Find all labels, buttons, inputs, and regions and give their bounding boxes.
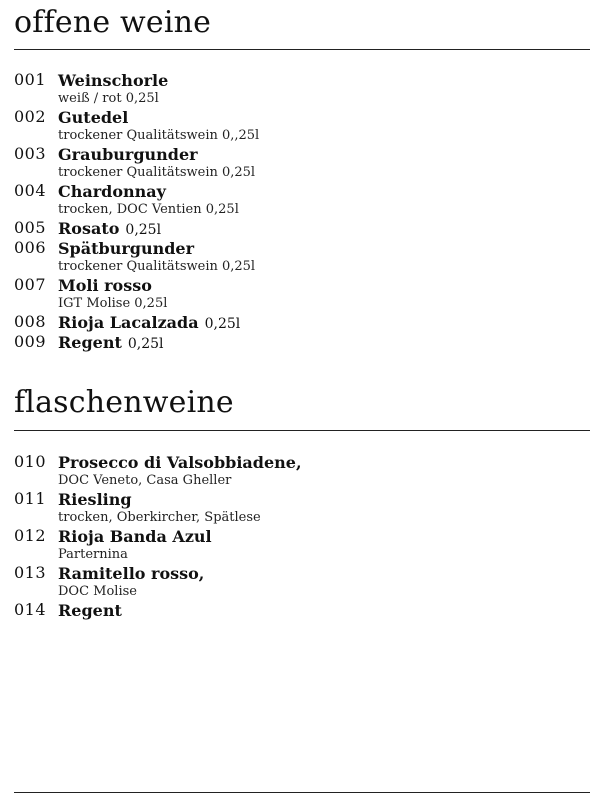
wine-item [14, 453, 590, 490]
section-title-flaschenweine: flaschenweine [14, 385, 234, 420]
wine-title-line [58, 276, 590, 295]
wine-title-line [58, 108, 590, 127]
wine-name: Rioja Banda Azul [58, 527, 212, 546]
wine-number: 008 [14, 312, 47, 331]
wine-item [14, 145, 590, 182]
wine-volume: 0,25l [125, 222, 162, 238]
wine-description: trockener Qualitätswein 0,25l [58, 259, 256, 274]
wine-title-line [58, 239, 590, 258]
wine-item [14, 71, 590, 108]
wine-number: 010 [14, 452, 47, 471]
wine-description: trockener Qualitätswein 0,,25l [58, 128, 260, 143]
section-divider [14, 430, 590, 431]
wine-description: IGT Molise 0,25l [58, 296, 168, 311]
wine-name: Ramitello rosso, [58, 564, 205, 583]
wine-title-line [58, 333, 590, 353]
wine-name: Chardonnay [58, 182, 166, 201]
wine-number: 011 [14, 489, 47, 508]
wine-name: Grauburgunder [58, 145, 198, 164]
wine-list-flaschen [14, 453, 590, 620]
wine-item [14, 108, 590, 145]
wine-description: trocken, Oberkircher, Spätlese [58, 510, 261, 525]
wine-item [14, 333, 590, 353]
wine-name: Moli rosso [58, 276, 152, 295]
wine-title-line [58, 71, 590, 90]
wine-description: weiß / rot 0,25l [58, 91, 159, 106]
wine-item [14, 527, 590, 564]
wine-number: 009 [14, 332, 47, 351]
wine-item [14, 313, 590, 333]
wine-list-offene [14, 71, 590, 353]
wine-number: 014 [14, 600, 47, 619]
wine-name: Rosato [58, 219, 120, 238]
wine-title-line [58, 313, 590, 333]
wine-name: Regent [58, 601, 122, 620]
wine-title-line [58, 145, 590, 164]
wine-number: 002 [14, 107, 47, 126]
section-title-offene-weine: offene weine [14, 5, 212, 40]
wine-item [14, 601, 590, 620]
wine-description: Parternina [58, 547, 128, 562]
wine-item [14, 564, 590, 601]
wine-volume: 0,25l [127, 336, 164, 352]
wine-name: Riesling [58, 490, 132, 509]
page-bottom-divider [14, 792, 590, 793]
wine-name: Gutedel [58, 108, 129, 127]
wine-title-line [58, 527, 590, 546]
wine-title-line [58, 182, 590, 201]
wine-number: 003 [14, 144, 47, 163]
wine-name: Weinschorle [58, 71, 169, 90]
wine-name: Spätburgunder [58, 239, 194, 258]
wine-item [14, 276, 590, 313]
wine-title-line [58, 219, 590, 239]
wine-volume: 0,25l [204, 316, 241, 332]
wine-number: 007 [14, 275, 47, 294]
section-divider [14, 49, 590, 50]
wine-title-line [58, 490, 590, 509]
wine-number: 005 [14, 218, 47, 237]
wine-name: Prosecco di Valsobbiadene, [58, 453, 302, 472]
wine-number: 001 [14, 70, 47, 89]
wine-number: 012 [14, 526, 47, 545]
wine-item [14, 239, 590, 276]
wine-name: Rioja Lacalzada [58, 313, 199, 332]
wine-name: Regent [58, 333, 122, 352]
wine-title-line [58, 453, 590, 472]
wine-description: DOC Molise [58, 584, 137, 599]
wine-title-line [58, 564, 590, 583]
wine-item [14, 490, 590, 527]
wine-description: trockener Qualitätswein 0,25l [58, 165, 256, 180]
wine-number: 006 [14, 238, 47, 257]
wine-description: DOC Veneto, Casa Gheller [58, 473, 232, 488]
wine-description: trocken, DOC Ventien 0,25l [58, 202, 239, 217]
wine-number: 013 [14, 563, 47, 582]
wine-title-line [58, 601, 590, 620]
wine-number: 004 [14, 181, 47, 200]
wine-item [14, 219, 590, 239]
wine-item [14, 182, 590, 219]
